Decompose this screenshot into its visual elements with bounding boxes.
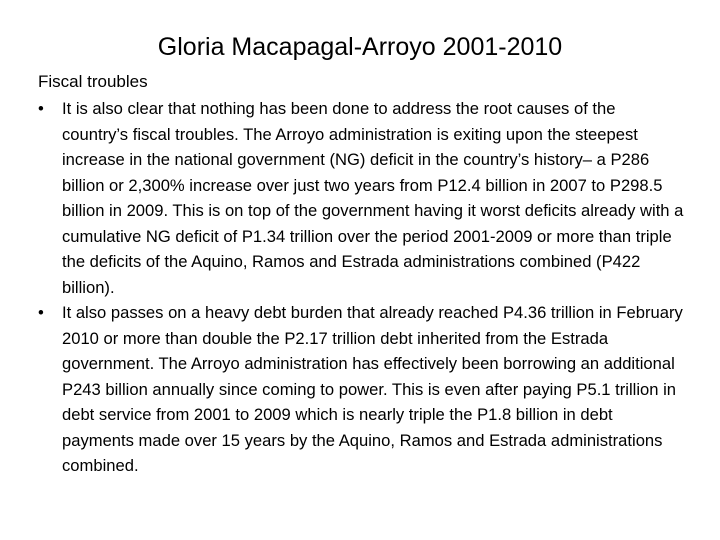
- bullet-item-deficit: [38, 96, 686, 300]
- bullet-text: It is also clear that nothing has been done to address the root causes of the country’s fiscal troubles. The Arroyo administration is exiting upon the steepest increase in the national government (NG) deficit in the country’s history– a P286 billion or 2,300% increase over just two years from P12.4 billion in 2007 to P298.5 billion in 2009. This is on top of the government having it worst deficits already with a cumulative NG deficit of P1.34 trillion over the period 2001-2009 or more than triple the deficits of the Aquino, Ramos and Estrada administrations combined (P422 billion).: [62, 99, 684, 297]
- bullet-icon: •: [38, 303, 44, 322]
- bullet-item-debt: [38, 300, 686, 479]
- bullet-icon: •: [38, 99, 44, 118]
- bullet-list: [38, 96, 686, 479]
- section-subheading: Fiscal troubles: [38, 72, 148, 91]
- slide-title: Gloria Macapagal-Arroyo 2001-2010: [157, 33, 563, 61]
- bullet-text: It also passes on a heavy debt burden that already reached P4.36 trillion in February 2010 or more than double the P2.17 trillion debt inherited from the Estrada government. The Arroyo administration has effectively been borrowing an additional P243 billion annually since coming to power. This is even after paying P5.1 trillion in debt service from 2001 to 2009 which is nearly triple the P1.8 billion in debt payments made over 15 years by the Aquino, Ramos and Estrada administrations combined.: [62, 303, 683, 475]
